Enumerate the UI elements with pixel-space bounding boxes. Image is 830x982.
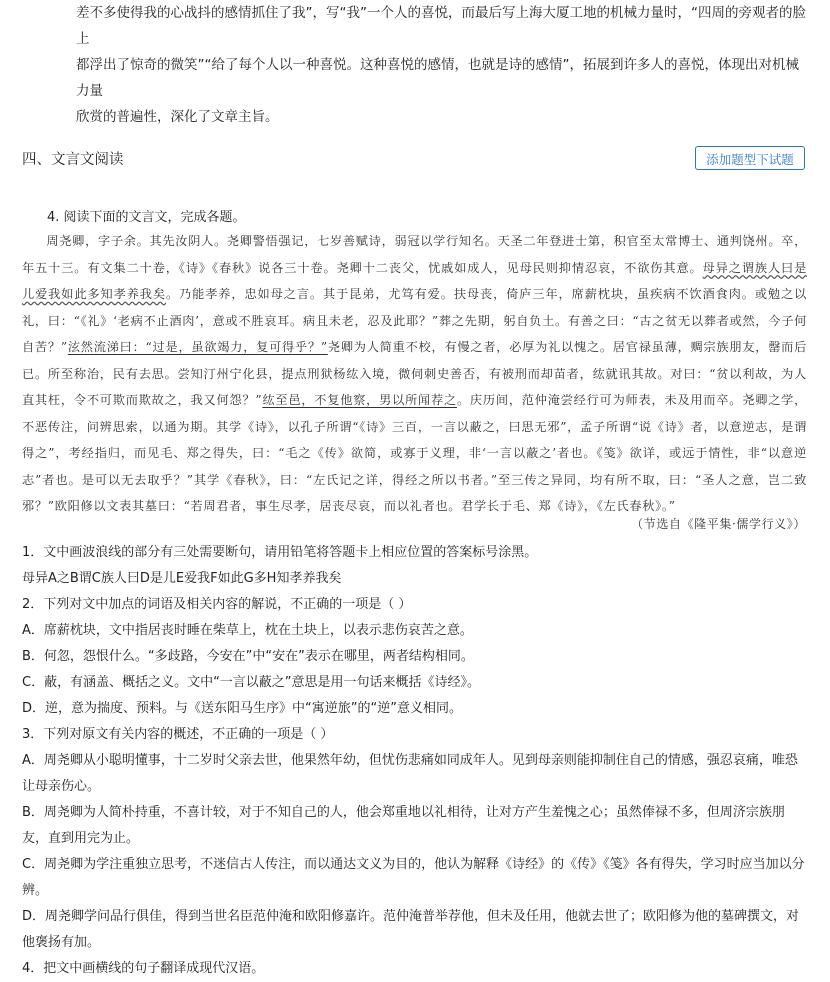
passage-text: 。庆历间，范仲淹尝经行可为师表，未及用而卒。尧卿之学，不恶传注，问辨思索，以通为期。其学《诗》，以孔子所谓“《诗》三百，一言以蔽之，曰思无邪”，孟子所谓“说《诗》者，以意逆志，是谓得之”，考经指归，而见毛、郑之得失，曰：“毛之《传》欲简，或寡于义理，非‘一言以蔽之’者也。《笺》欲详，或远于情性，非“以意逆志”者也。是可以无去取乎？”其学《春秋》，曰：“左氏记之详，得经之所以书者。”至三传之异同，均有所不取，曰：“圣人之意，岂二致邪？”欧阳修以文表其墓曰：“若周君者，事生尽孝，居丧尽哀，而以礼者也。君学长于毛、郑《诗》，《左氏春秋》。”	[22, 393, 808, 513]
underlined-sentence: 纮至邑，不复他察，男以所闻荐之	[262, 393, 457, 407]
passage-text: 尧卿为人简重不校，有慢之者，必厚为礼以愧之。居官禄虽薄，赒宗族朋友，罄而后已。所至称治，民有去思。尝知汀州宁化县，提点刑狱杨纮入境，微伺刺史善否，有被刑而却苗者，纮就讯其故。对曰：“贫以利故，为人直其枉，令不可欺而欺故之，我又何怨？”	[22, 340, 808, 407]
option-line: C．周尧卿为学注重独立思考，不迷信古人传注，而以通达文义为目的，他认为解释《诗经》的《传》《笺》各有得失，学习时应当加以分辨。	[22, 857, 805, 898]
classical-passage	[22, 228, 807, 520]
passage-text: 周尧卿，字子余。其先汝阴人。尧卿警悟强记，七岁善赋诗，弱冠以学行知名。天圣二年登进士第，积官至太常博士、通判饶州。卒，年五十三。有文集二十卷，《诗》《春秋》说各三十卷。尧卿十二丧父，忧戚如成人，见母民则抑情忍哀，不欲伤其意。	[22, 234, 807, 275]
intro-line: 欣赏的普遍性，深化了文章主旨。	[76, 109, 279, 125]
add-question-type-button[interactable]: 添加题型下试题	[695, 146, 805, 170]
passage-source: （节选自《隆平集·儒学行义》）	[631, 517, 806, 531]
sub-questions	[22, 540, 807, 982]
section-title: 四、文言文阅读	[22, 152, 124, 168]
passage-paragraph	[22, 228, 807, 520]
question-line: 母异A之B谓C族人曰D是儿E爱我F如此G多H知孝养我矣	[22, 571, 342, 586]
option-line: B．何忽，怨恨什么。“多歧路，今安在”中“安在”表示在哪里，两者结构相同。	[22, 649, 474, 664]
option-line: A．席薪枕块，文中指居丧时睡在柴草上，枕在土块上，以表示悲伤哀苦之意。	[22, 623, 473, 638]
wavy-underlined-sentence: 母异之谓族人曰是儿爱我如此多知孝养我矣	[22, 260, 807, 301]
passage-text: 。乃能孝养，忠如母之言。其于昆弟，尤笃有爱。扶母丧，倚庐三年，席薪枕块，虽疾病不饮酒食肉。或勉之以礼，曰：“《礼》‘老病不止酒肉’，意或不胜哀耳。病且未老，忍及此耶？”葬之先期，躬自负土。有善之曰：“古之贫无以葬者或然，今子何自苦？”	[22, 287, 807, 354]
question-line: 3．下列对原文有关内容的概述，不正确的一项是（ ）	[22, 727, 334, 742]
option-line: A．周尧卿从小聪明懂事，十二岁时父亲去世，他果然年幼，但忧伤悲痛如同成年人。见到母亲则能抑制住自己的情感，强忍哀痛，唯恐让母亲伤心。	[22, 753, 798, 794]
question-line: 2．下列对文中加点的词语及相关内容的解说，不正确的一项是（ ）	[22, 597, 412, 612]
option-line: B．周尧卿为人简朴持重，不喜计较，对于不知自己的人，他会郑重地以礼相待，让对方产生羞愧之心；虽然俸禄不多，但周济宗族朋友，直到用完为止。	[22, 805, 785, 846]
option-line: C．蔽，有涵盖、概括之义。文中“一言以蔽之”意思是用一句话来概括《诗经》。	[22, 675, 481, 690]
underlined-sentence: 泫然流涕曰：“过是，虽欲竭力，复可得乎？”	[67, 340, 328, 354]
question-line: 4．把文中画横线的句子翻译成现代汉语。	[22, 961, 265, 976]
question-title: 4. 阅读下面的文言文，完成各题。	[47, 210, 246, 225]
option-line: D．周尧卿学问品行俱佳，得到当世名臣范仲淹和欧阳修嘉许。范仲淹普举荐他，但未及任用，他就去世了；欧阳修为他的墓碑撰文，对他褒扬有加。	[22, 909, 800, 950]
intro-analysis	[76, 0, 811, 130]
option-line: D．逆，意为揣度、预料。与《送东阳马生序》中“寓逆旅”的“逆”意义相同。	[22, 701, 462, 716]
intro-line: 差不多使得我的心战抖的感情抓住了我”，写“我”一个人的喜悦，而最后写上海大厦工地的机械力量时，“四周的旁观者的脸上	[76, 5, 806, 47]
intro-line: 都浮出了惊奇的微笑”“给了每个人以一种喜悦。这种喜悦的感情，也就是诗的感情”，拓展到许多人的喜悦，体现出对机械力量	[76, 57, 799, 99]
question-line: 1．文中画波浪线的部分有三处需要断句，请用铅笔将答题卡上相应位置的答案标号涂黑。	[22, 545, 538, 560]
